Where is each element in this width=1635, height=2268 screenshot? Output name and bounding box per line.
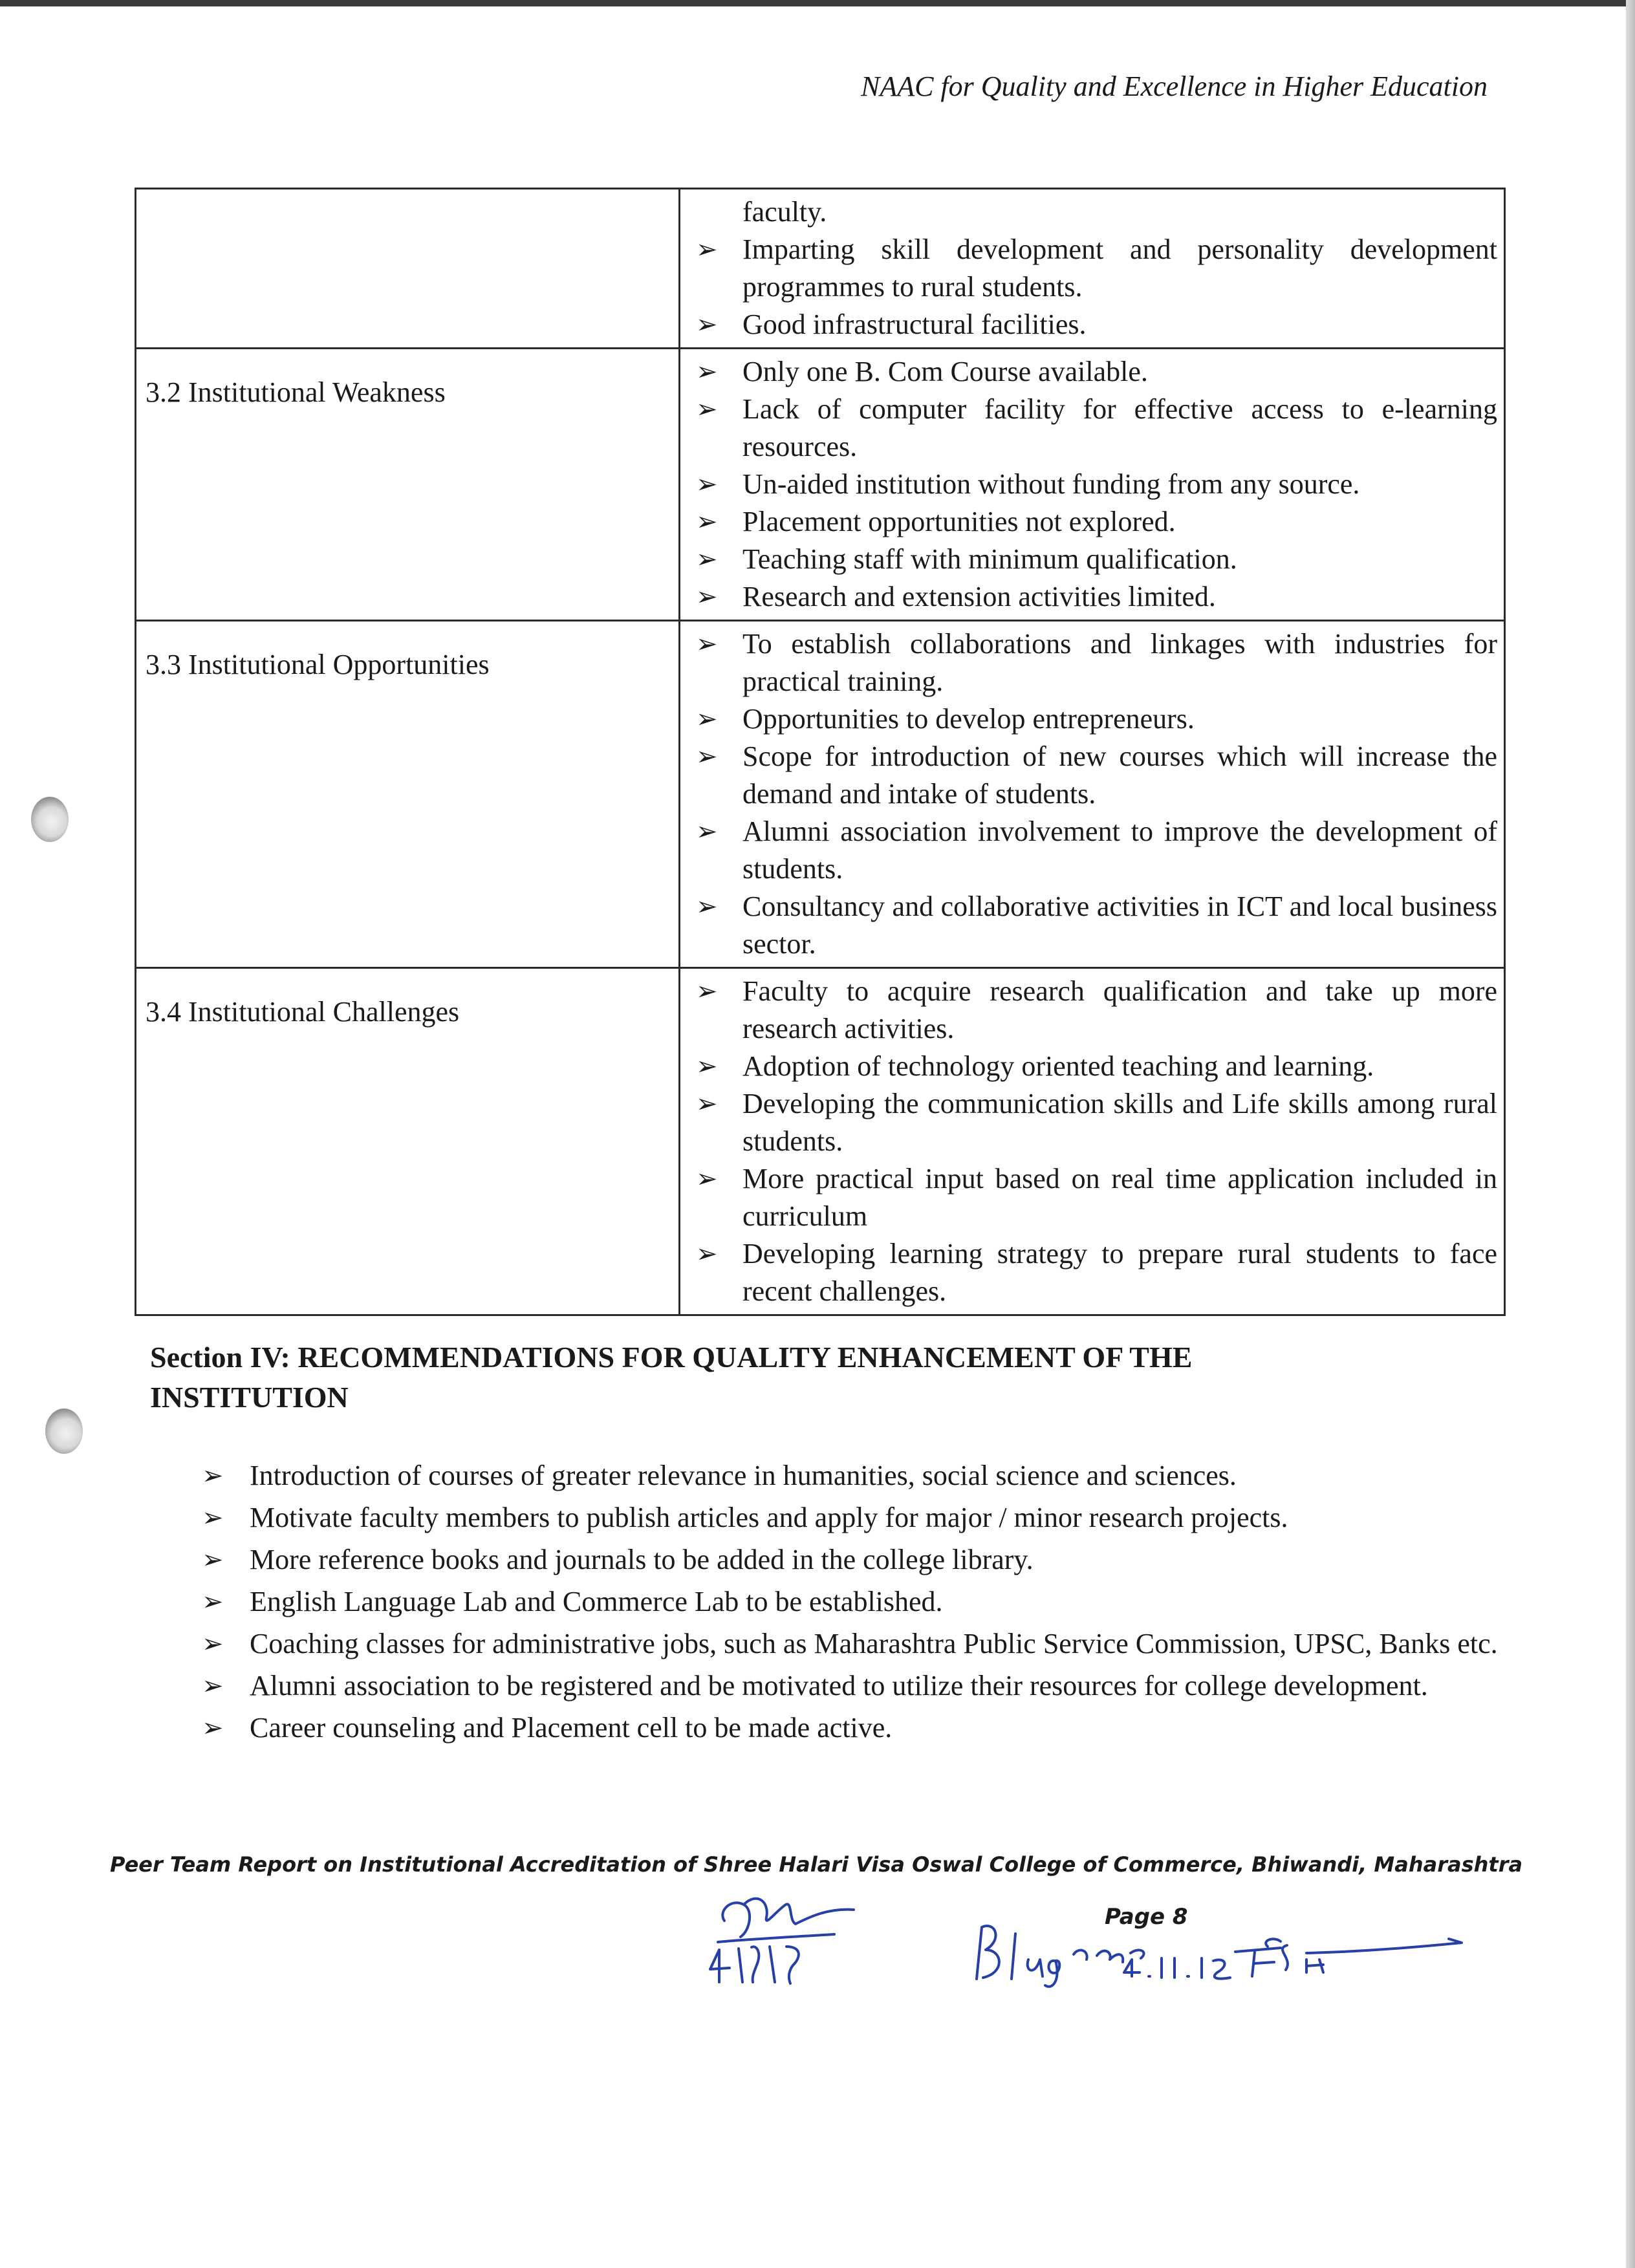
continuation-text: faculty.	[742, 196, 827, 228]
arrowhead-bullet-icon: ➢	[696, 470, 718, 499]
bullet-list	[696, 353, 1497, 616]
table-row	[136, 968, 1505, 1315]
list-item: ➢ To establish collaborations and linkages with industries for practical training.	[696, 625, 1497, 700]
list-item: ➢ Un-aided institution without funding from any source.	[696, 466, 1497, 503]
list-item: ➢ Adoption of technology oriented teaching and learning.	[696, 1048, 1497, 1085]
list-item: ➢ Faculty to acquire research qualification and take up more research activities.	[696, 973, 1497, 1048]
list-item: ➢ More practical input based on real time application included in curriculum	[696, 1160, 1497, 1235]
recommendations-list	[202, 1455, 1508, 1749]
punch-hole-lower	[45, 1409, 83, 1454]
list-item: ➢ Opportunities to develop entrepreneurs.	[696, 700, 1497, 738]
list-item: ➢ Introduction of courses of greater relevance in humanities, social science and sciences.	[202, 1455, 1508, 1496]
arrowhead-bullet-icon: ➢	[696, 977, 718, 1006]
arrowhead-bullet-icon: ➢	[202, 1545, 224, 1574]
row-content	[680, 349, 1505, 621]
arrowhead-bullet-icon: ➢	[696, 310, 718, 339]
page-footer: Peer Team Report on Institutional Accreditation of Shree Halari Visa Oswal College of Commerce, Bhiwandi, Maharashtra	[110, 1852, 1523, 1877]
arrowhead-bullet-icon: ➢	[202, 1461, 224, 1490]
row-label	[136, 189, 680, 349]
arrowhead-bullet-icon: ➢	[202, 1629, 224, 1658]
bullet-list	[696, 231, 1497, 343]
list-item: ➢ Teaching staff with minimum qualification.	[696, 541, 1497, 578]
arrowhead-bullet-icon: ➢	[696, 394, 718, 424]
arrowhead-bullet-icon: ➢	[696, 1164, 718, 1193]
arrowhead-bullet-icon: ➢	[696, 1089, 718, 1118]
arrowhead-bullet-icon: ➢	[202, 1713, 224, 1742]
scan-right-edge	[1626, 0, 1635, 2268]
row-content	[680, 621, 1505, 968]
list-item: ➢ Alumni association to be registered and be motivated to utilize their resources for college development.	[202, 1665, 1508, 1706]
table-row	[136, 189, 1505, 349]
handwritten-signature-second	[970, 1914, 1475, 1992]
list-item: ➢ Developing learning strategy to prepare rural students to face recent challenges.	[696, 1235, 1497, 1310]
list-item: ➢ More reference books and journals to be added in the college library.	[202, 1539, 1508, 1580]
list-item: ➢ Alumni association involvement to improve the development of students.	[696, 813, 1497, 888]
arrowhead-bullet-icon: ➢	[696, 1239, 718, 1268]
list-item: ➢ Career counseling and Placement cell to be made active.	[202, 1707, 1508, 1748]
arrowhead-bullet-icon: ➢	[696, 629, 718, 658]
section-heading: Section IV: RECOMMENDATIONS FOR QUALITY ENHANCEMENT OF THE INSTITUTION	[150, 1341, 1193, 1414]
bullet-list	[696, 973, 1497, 1310]
table-row	[136, 621, 1505, 968]
list-item: ➢ Coaching classes for administrative jobs, such as Maharashtra Public Service Commission, UPSC, Banks etc.	[202, 1623, 1508, 1664]
arrowhead-bullet-icon: ➢	[696, 582, 718, 611]
list-item: ➢ Imparting skill development and personality development programmes to rural students.	[696, 231, 1497, 306]
list-item: ➢ Developing the communication skills and Life skills among rural students.	[696, 1085, 1497, 1160]
list-item: ➢ Scope for introduction of new courses which will increase the demand and intake of students.	[696, 738, 1497, 813]
arrowhead-bullet-icon: ➢	[696, 892, 718, 921]
swoc-table	[135, 188, 1506, 1316]
list-item: ➢ Motivate faculty members to publish articles and apply for major / minor research projects.	[202, 1497, 1508, 1538]
arrowhead-bullet-icon: ➢	[696, 1052, 718, 1081]
list-item: ➢ Placement opportunities not explored.	[696, 503, 1497, 541]
arrowhead-bullet-icon: ➢	[696, 545, 718, 574]
arrowhead-bullet-icon: ➢	[202, 1503, 224, 1532]
page-number: Page 8	[1105, 1904, 1188, 1930]
list-item: ➢ Consultancy and collaborative activities in ICT and local business sector.	[696, 888, 1497, 963]
list-item: ➢ Lack of computer facility for effective access to e-learning resources.	[696, 391, 1497, 466]
row-label: 3.3 Institutional Opportunities	[136, 621, 680, 968]
arrowhead-bullet-icon: ➢	[696, 704, 718, 733]
arrowhead-bullet-icon: ➢	[202, 1587, 224, 1616]
punch-hole-upper	[31, 797, 69, 842]
arrowhead-bullet-icon: ➢	[696, 235, 718, 264]
arrowhead-bullet-icon: ➢	[202, 1671, 224, 1700]
bullet-list	[696, 625, 1497, 963]
list-item: ➢ Research and extension activities limited.	[696, 578, 1497, 616]
scan-top-edge	[0, 0, 1635, 6]
row-content	[680, 968, 1505, 1315]
arrowhead-bullet-icon: ➢	[696, 357, 718, 386]
arrowhead-bullet-icon: ➢	[696, 742, 718, 771]
page-header: NAAC for Quality and Excellence in Higher Education	[860, 70, 1488, 102]
list-item: ➢ English Language Lab and Commerce Lab to be established.	[202, 1581, 1508, 1622]
list-item: ➢ Good infrastructural facilities.	[696, 306, 1497, 343]
list-item: ➢ Only one B. Com Course available.	[696, 353, 1497, 391]
row-label: 3.4 Institutional Challenges	[136, 968, 680, 1315]
arrowhead-bullet-icon: ➢	[696, 817, 718, 846]
row-label: 3.2 Institutional Weakness	[136, 349, 680, 621]
handwritten-signature-first	[705, 1885, 886, 1989]
arrowhead-bullet-icon: ➢	[696, 507, 718, 536]
row-content	[680, 189, 1505, 349]
table-row	[136, 349, 1505, 621]
